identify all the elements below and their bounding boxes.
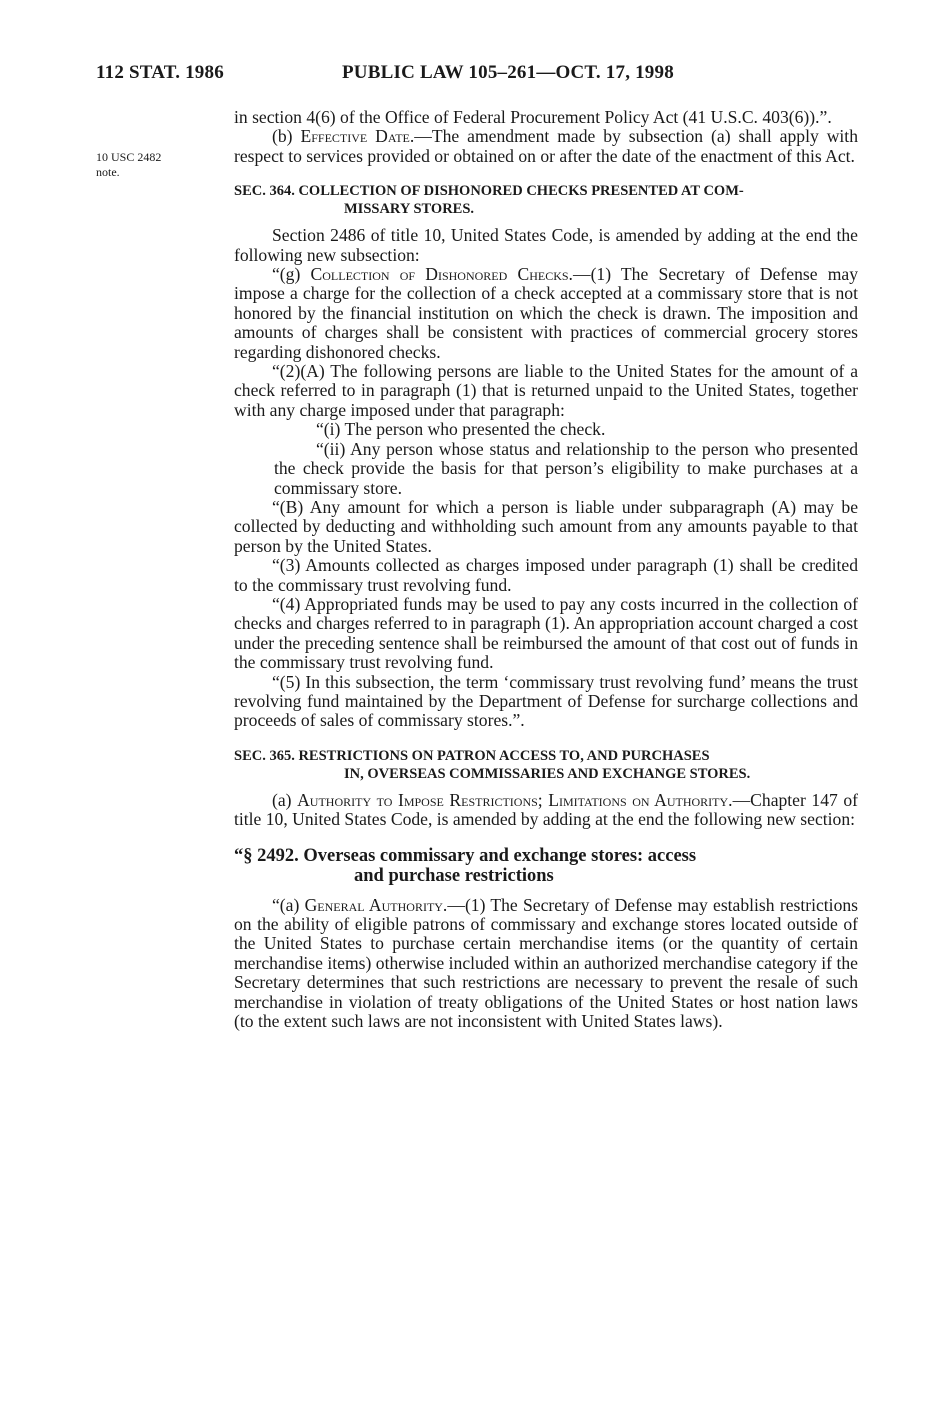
document-body: [234, 108, 858, 1031]
effective-date-heading: Effective Date.: [300, 126, 415, 147]
paragraph-B: “(B) Any amount for which a person is liable under subparagraph (A) may be collected by deducting and withholding such amount from any amounts payable to that person by the United States.: [234, 496, 858, 556]
margin-note-label: note.: [96, 165, 120, 179]
paragraph-ii: “(ii) Any person whose status and relationship to the person who presented the check provide the basis for that person’s eligibility to make purchases at a commissary store.: [274, 438, 858, 498]
paragraph-sec364-intro: Section 2486 of title 10, United States Code, is amended by adding at the end the following new subsection:: [234, 225, 858, 265]
paragraph-general-authority: “(a) General Authority.—(1) The Secretary of Defense may establish restrictions on the ability of eligible patrons of commissary and exchange stores located outside of the United States to purchase certain merchandise items (or the quantity of certain merchandise items) otherwise included within an authorized merchandise category if the Secretary determines that such restrictions are necessary to prevent the resale of such merchandise in violation of treaty obligations of the United States or host nation laws (to the extent such laws are not inconsistent with United States laws).: [234, 894, 859, 1032]
collection-heading: Collection of Dishonored Checks.: [310, 264, 573, 285]
authority-heading: Authority to Impose Restrictions; Limitations on Authority.: [297, 789, 733, 810]
section-364-heading: SEC. 364. COLLECTION OF DISHONORED CHECKS PRESENTED AT COM- MISSARY STORES.: [234, 183, 744, 218]
general-authority-heading: General Authority.: [304, 894, 448, 915]
margin-note-citation: 10 USC 2482: [96, 150, 162, 164]
paragraph-3: “(3) Amounts collected as charges imposed under paragraph (1) shall be credited to the commissary trust revolving fund.: [234, 555, 858, 595]
section-365-heading: SEC. 365. RESTRICTIONS ON PATRON ACCESS TO, AND PURCHASES IN, OVERSEAS COMMISSARIES AND EXCHANGE STORES.: [234, 747, 751, 782]
paragraph-intro: in section 4(6) of the Office of Federal Procurement Policy Act (41 U.S.C. 403(6)).”.: [234, 107, 832, 127]
paragraph-i: “(i) The person who presented the check.: [316, 419, 606, 440]
paragraph-2A: “(2)(A) The following persons are liable to the United States for the amount of a check referred to in paragraph (1) that is returned unpaid to the United States, together with any charge imposed under that paragraph:: [234, 361, 858, 420]
paragraph-authority: (a) Authority to Impose Restrictions; Limitations on Authority.—Chapter 147 of title 10, United States Code, is amended by adding at the end the following new section:: [234, 789, 858, 830]
paragraph-5: “(5) In this subsection, the term ‘commissary trust revolving fund’ means the trust revolving fund maintained by the Department of Defense for surcharge collections and proceeds of sales of commissary stores.”.: [234, 671, 858, 731]
paragraph-g: “(g) Collection of Dishonored Checks.—(1) The Secretary of Defense may impose a charge for the collection of a check accepted at a commissary store that is not honored by the financial institution on which the check is drawn. The imposition and amounts of charges shall be consistent with practices of commercial grocery stores regarding dishonored checks.: [234, 264, 859, 362]
paragraph-effective-date: (b) Effective Date.—The amendment made by subsection (a) shall apply with respect to services provided or obtained on or after the date of the enactment of this Act.: [234, 126, 858, 166]
margin-note: [96, 150, 216, 180]
section-2492-heading: “§ 2492. Overseas commissary and exchange stores: access and purchase restrictions: [234, 845, 697, 886]
stat-citation: 112 STAT. 1986: [96, 62, 224, 83]
public-law-title: PUBLIC LAW 105–261—OCT. 17, 1998: [342, 62, 674, 83]
paragraph-4: “(4) Appropriated funds may be used to pay any costs incurred in the collection of checks and charges referred to in paragraph (1). An appropriation account charged a cost under the preceding sentence shall be reimbursed the amount of that cost out of funds in the commissary trust revolving fund.: [234, 593, 858, 673]
